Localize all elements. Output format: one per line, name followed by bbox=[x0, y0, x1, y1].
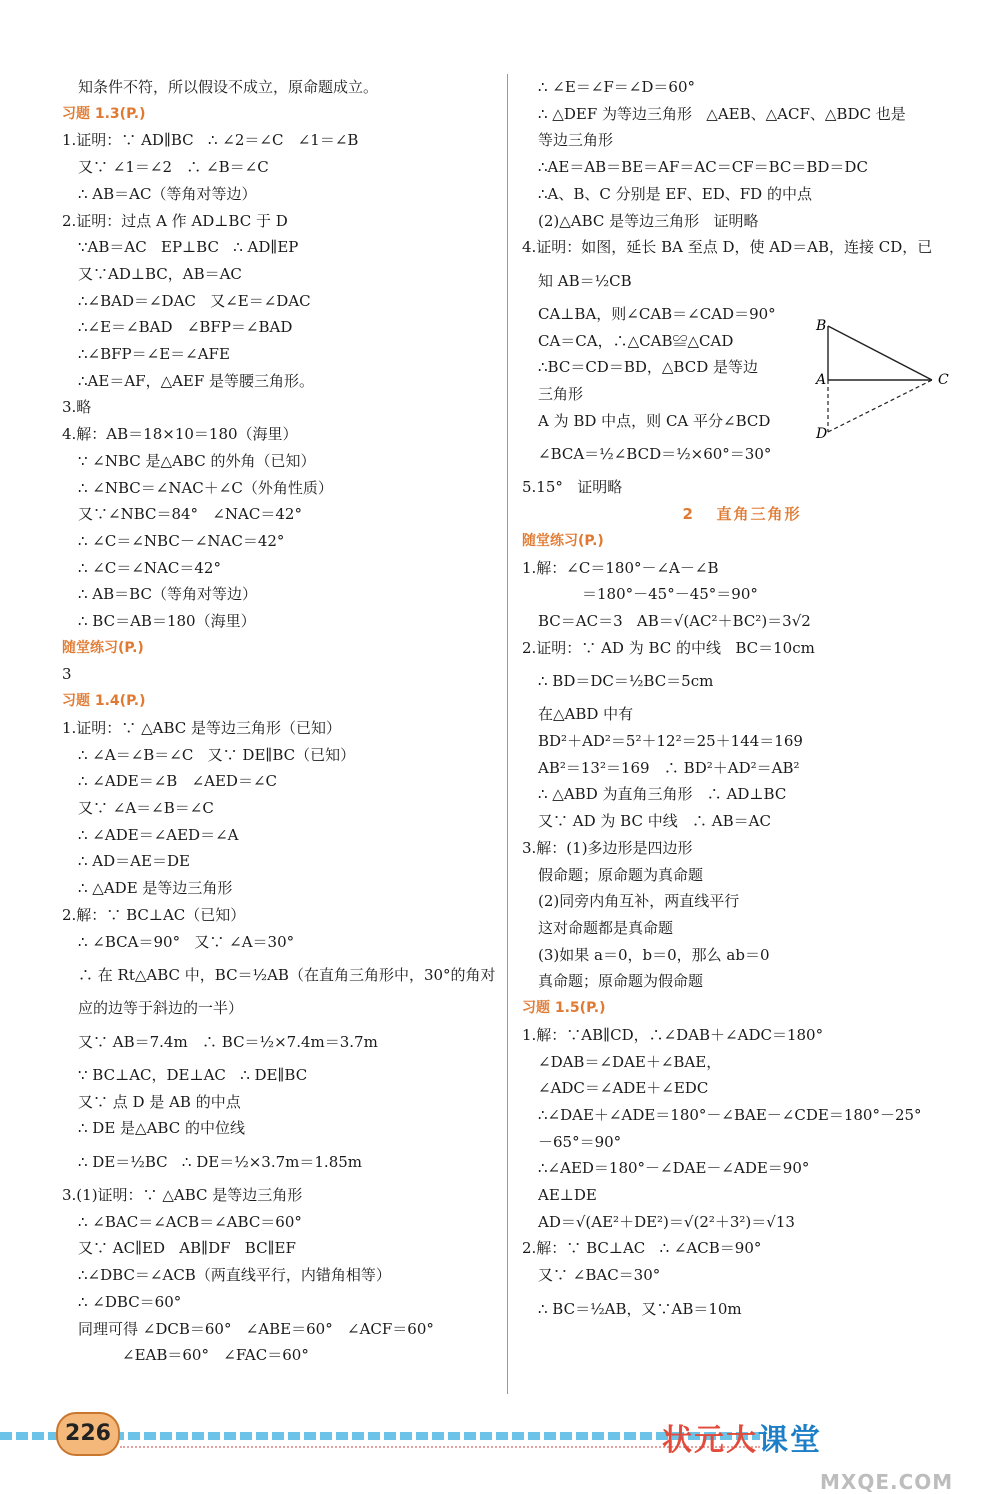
left-line: ∴ △ADE 是等边三角形 bbox=[78, 879, 233, 898]
right-line: 2.证明：∵ AD 为 BC 的中线 BC＝10cm bbox=[522, 638, 815, 657]
left-column bbox=[62, 74, 497, 1369]
left-line: 3 bbox=[62, 665, 72, 684]
left-line: 4.解：AB＝18×10＝180（海里） bbox=[62, 425, 298, 444]
left-line: ∴ ∠ADE＝∠AED＝∠A bbox=[78, 825, 239, 844]
left-line: 又∵ 点 D 是 AB 的中点 bbox=[78, 1092, 241, 1111]
left-line: ∴ BC＝AB＝180（海里） bbox=[78, 612, 256, 631]
left-line: ∵ ∠NBC 是△ABC 的外角（已知） bbox=[78, 451, 316, 470]
left-line: 3.略 bbox=[62, 398, 92, 417]
left-line: 1.证明：∵ △ABC 是等边三角形（已知） bbox=[62, 718, 341, 737]
left-line: ∴ ∠A＝∠B＝∠C 又∵ DE∥BC（已知） bbox=[78, 745, 356, 764]
left-line: ∠EAB＝60° ∠FAC＝60° bbox=[122, 1346, 309, 1365]
label-c: C bbox=[938, 372, 949, 388]
left-line: ∴ AD＝AE＝DE bbox=[78, 852, 190, 871]
right-line: BC＝AC＝3 AB＝√(AC²＋BC²)＝3√2 bbox=[538, 611, 811, 630]
left-line: ∴ AB＝AC（等角对等边） bbox=[78, 184, 257, 203]
right-line: (2)△ABC 是等边三角形 证明略 bbox=[538, 211, 759, 230]
left-line: ∴∠BFP＝∠E＝∠AFE bbox=[78, 345, 230, 364]
left-line: ∴ 在 Rt△ABC 中，BC＝½AB（在直角三角形中，30°的角对 bbox=[78, 966, 496, 985]
left-line: ∴ AB＝BC（等角对等边） bbox=[78, 585, 257, 604]
column-divider bbox=[507, 74, 508, 1394]
brand-text-a: 状元大 bbox=[662, 1423, 758, 1458]
left-line: 又∵ ∠1＝∠2 ∴ ∠B＝∠C bbox=[78, 158, 269, 177]
right-line: (3)如果 a＝0，b＝0，那么 ab＝0 bbox=[538, 945, 770, 964]
left-line: ∵ BC⊥AC，DE⊥AC ∴ DE∥BC bbox=[78, 1065, 308, 1084]
right-line: 2 直角三角形 bbox=[682, 505, 802, 524]
right-line: ∴A、B、C 分别是 EF、ED、FD 的中点 bbox=[538, 184, 812, 203]
right-line: 习题 1.5(P.) bbox=[522, 1000, 606, 1017]
right-line: 知 AB＝½CB bbox=[538, 271, 632, 290]
right-line: 假命题；原命题为真命题 bbox=[538, 865, 704, 884]
right-line: AD＝√(AE²＋DE²)＝√(2²＋3²)＝√13 bbox=[538, 1212, 795, 1231]
right-line: CA＝CA，∴△CAB≌△CAD bbox=[538, 331, 734, 350]
right-line: BD²＋AD²＝5²＋12²＝25＋144＝169 bbox=[538, 732, 803, 751]
left-line: ∴ ∠NBC＝∠NAC＋∠C（外角性质） bbox=[78, 478, 333, 497]
right-line: 2.解：∵ BC⊥AC ∴ ∠ACB＝90° bbox=[522, 1239, 762, 1258]
left-line: 又∵ AC∥ED AB∥DF BC∥EF bbox=[78, 1239, 296, 1258]
left-line: ∴∠E＝∠BAD ∠BFP＝∠BAD bbox=[78, 318, 293, 337]
right-line: 三角形 bbox=[538, 385, 584, 404]
left-line: 同理可得 ∠DCB＝60° ∠ABE＝60° ∠ACF＝60° bbox=[78, 1319, 434, 1338]
left-line: 又∵ AB＝7.4m ∴ BC＝½×7.4m＝3.7m bbox=[78, 1032, 378, 1051]
right-line: ∠ADC＝∠ADE＋∠EDC bbox=[538, 1079, 709, 1098]
right-line: －65°＝90° bbox=[538, 1132, 622, 1151]
right-line: 1.解：∵AB∥CD，∴∠DAB＋∠ADC＝180° bbox=[522, 1025, 824, 1044]
right-line: 5.15° 证明略 bbox=[522, 478, 623, 497]
right-line: ∴∠AED＝180°－∠DAE－∠ADE＝90° bbox=[538, 1159, 810, 1178]
right-line: 1.解：∠C＝180°－∠A－∠B bbox=[522, 558, 719, 577]
left-line: ∴∠DBC＝∠ACB（两直线平行，内错角相等） bbox=[78, 1266, 391, 1285]
right-line: ∴ BD＝DC＝½BC＝5cm bbox=[538, 672, 714, 691]
left-line: ∴ ∠ADE＝∠B ∠AED＝∠C bbox=[78, 772, 278, 791]
left-line: ∴ DE＝½BC ∴ DE＝½×3.7m＝1.85m bbox=[78, 1153, 363, 1172]
right-line: ＝180°－45°－45°＝90° bbox=[582, 585, 758, 604]
right-line: ∴BC＝CD＝BD，△BCD 是等边 bbox=[538, 358, 758, 377]
brand-logo bbox=[662, 1415, 822, 1459]
left-line: ∴∠BAD＝∠DAC 又∠E＝∠DAC bbox=[78, 291, 311, 310]
left-line: ∴ ∠C＝∠NAC＝42° bbox=[78, 558, 221, 577]
watermark: MXQE.COM bbox=[820, 1470, 954, 1494]
triangle-figure bbox=[808, 312, 958, 442]
segment-dc bbox=[828, 380, 932, 432]
right-line: 等边三角形 bbox=[538, 131, 614, 150]
left-line: ∴ ∠DBC＝60° bbox=[78, 1292, 182, 1311]
left-line: 又∵ ∠A＝∠B＝∠C bbox=[78, 798, 214, 817]
right-line: 这对命题都是真命题 bbox=[538, 918, 674, 937]
right-line: ∴ △ABD 为直角三角形 ∴ AD⊥BC bbox=[538, 785, 787, 804]
right-column bbox=[522, 74, 962, 1329]
left-line: 又∵AD⊥BC，AB＝AC bbox=[78, 264, 242, 283]
right-line: A 为 BD 中点，则 CA 平分∠BCD bbox=[538, 411, 771, 430]
page-number: 226 bbox=[56, 1412, 120, 1456]
right-line: (2)同旁内角互补，两直线平行 bbox=[538, 892, 740, 911]
label-a: A bbox=[816, 372, 827, 388]
left-line: 2.证明：过点 A 作 AD⊥BC 于 D bbox=[62, 211, 288, 230]
brand-text-b: 课堂 bbox=[758, 1423, 822, 1458]
right-line: CA⊥BA，则∠CAB＝∠CAD＝90° bbox=[538, 304, 776, 323]
right-line: 真命题；原命题为假命题 bbox=[538, 972, 704, 991]
right-line: ∴ △DEF 为等边三角形 △AEB、△ACF、△BDC 也是 bbox=[538, 104, 906, 123]
right-line: 又∵ AD 为 BC 中线 ∴ AB＝AC bbox=[538, 812, 771, 831]
left-line: ∴ ∠BAC＝∠ACB＝∠ABC＝60° bbox=[78, 1212, 302, 1231]
right-line: 又∵ ∠BAC＝30° bbox=[538, 1266, 661, 1285]
left-line: 1.证明：∵ AD∥BC ∴ ∠2＝∠C ∠1＝∠B bbox=[62, 131, 359, 150]
left-line: 又∵∠NBC＝84° ∠NAC＝42° bbox=[78, 505, 302, 524]
left-line: 习题 1.4(P.) bbox=[62, 693, 146, 710]
segment-bc bbox=[828, 326, 932, 380]
right-line: ∠DAB＝∠DAE＋∠BAE， bbox=[538, 1052, 722, 1071]
left-line: 2.解：∵ BC⊥AC（已知） bbox=[62, 905, 246, 924]
right-line: ∴ BC＝½AB，又∵AB＝10m bbox=[538, 1299, 742, 1318]
right-line: 随堂练习(P.) bbox=[522, 532, 604, 549]
right-line: AE⊥DE bbox=[538, 1186, 597, 1205]
label-d: D bbox=[816, 426, 828, 442]
left-line: 习题 1.3(P.) bbox=[62, 105, 146, 122]
right-line: ∠BCA＝½∠BCD＝½×60°＝30° bbox=[538, 445, 772, 464]
left-line: ∴ DE 是△ABC 的中位线 bbox=[78, 1119, 245, 1138]
left-line: 3.(1)证明：∵ △ABC 是等边三角形 bbox=[62, 1186, 303, 1205]
right-line: 4.证明：如图，延长 BA 至点 D，使 AD＝AB，连接 CD，已 bbox=[522, 238, 933, 257]
right-line: ∴AE＝AB＝BE＝AF＝AC＝CF＝BC＝BD＝DC bbox=[538, 158, 868, 177]
right-line: AB²＝13²＝169 ∴ BD²＋AD²＝AB² bbox=[538, 758, 800, 777]
left-line: 应的边等于斜边的一半） bbox=[78, 999, 244, 1018]
right-line: ∴∠DAE＋∠ADE＝180°－∠BAE－∠CDE＝180°－25° bbox=[538, 1105, 922, 1124]
left-line: ∵AB＝AC EP⊥BC ∴ AD∥EP bbox=[78, 238, 299, 257]
right-line: 3.解：(1)多边形是四边形 bbox=[522, 838, 693, 857]
label-b: B bbox=[816, 318, 827, 334]
right-line: 在△ABD 中有 bbox=[538, 705, 634, 724]
left-line: ∴AE＝AF，△AEF 是等腰三角形。 bbox=[78, 371, 315, 390]
left-line: ∴ ∠C＝∠NBC－∠NAC＝42° bbox=[78, 531, 285, 550]
left-line: ∴ ∠BCA＝90° 又∵ ∠A＝30° bbox=[78, 932, 295, 951]
right-line: ∴ ∠E＝∠F＝∠D＝60° bbox=[538, 78, 695, 96]
left-line: 知条件不符，所以假设不成立，原命题成立。 bbox=[78, 78, 379, 96]
left-line: 随堂练习(P.) bbox=[62, 639, 144, 656]
